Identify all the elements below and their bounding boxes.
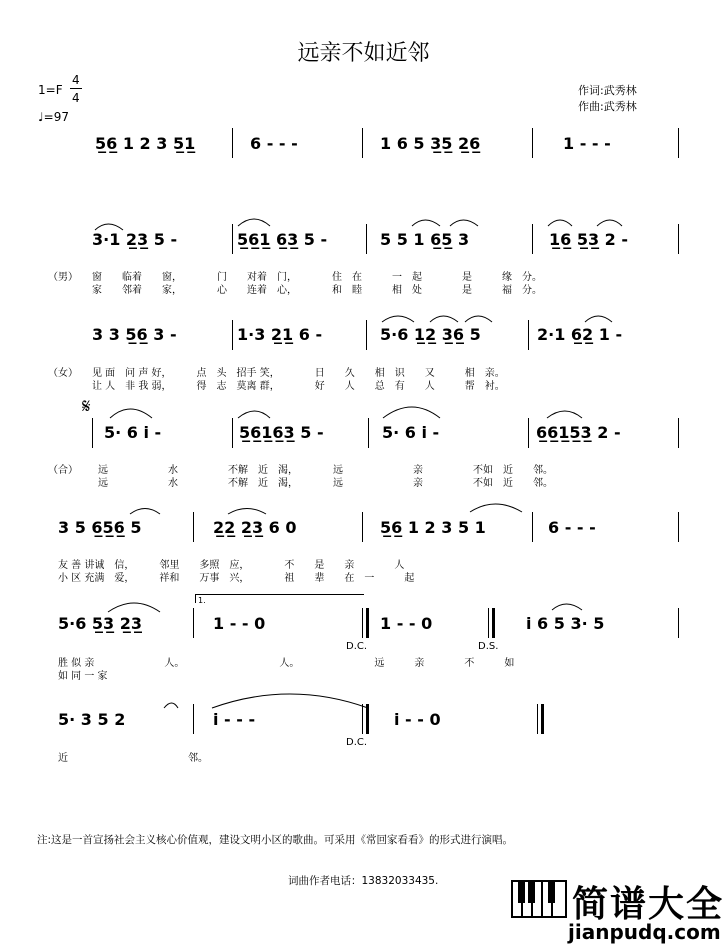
slur <box>383 407 440 418</box>
slur <box>552 604 582 610</box>
slur <box>110 409 152 418</box>
lyric-line: 窗 临着 窗， 门 对着 门， 住 在 一 起 是 缘 分。 <box>92 272 542 283</box>
slur <box>228 509 266 515</box>
lyric-line: 远 水 不解 近 渴， 远 亲 不如 近 邻。 <box>98 478 553 489</box>
measure: 1 6 5 3̲5̲ 2̲6̲ <box>380 134 481 153</box>
slur <box>212 694 368 708</box>
key-signature: 1=F <box>38 83 63 97</box>
slur <box>238 219 270 226</box>
author-phone: 词曲作者电话：13832033435. <box>288 875 439 887</box>
slur <box>597 220 622 226</box>
time-signature-top: 4 <box>72 73 80 87</box>
slur <box>412 220 440 226</box>
dc-mark: D.C. <box>346 641 368 652</box>
lyric-line: 见 面 问 声 好， 点 头 招手 笑， 日 久 相 识 又 相 亲。 <box>92 368 505 379</box>
slur <box>108 603 160 612</box>
lyric-label: （女） <box>48 368 78 379</box>
song-title: 远亲不如近邻 <box>297 41 430 66</box>
lyric-line: 近 邻。 <box>58 753 208 764</box>
slur <box>585 316 612 322</box>
volta-number: 1. <box>198 596 206 605</box>
measure: 1 - - - <box>563 134 611 153</box>
lyric-line: 让 人 非 我 弱， 得 志 莫离 群， 好 人 总 有 人 帮 衬。 <box>92 381 505 392</box>
slur <box>95 224 123 230</box>
lyric-line: 胜 似 亲 人。 人。 远 亲 不 如 <box>58 658 515 669</box>
lyric-line: 远 水 不解 近 渴， 远 亲 不如 近 邻。 <box>98 465 553 476</box>
logo-text: 简谱大全 <box>572 884 725 925</box>
lyric-label: （合） <box>48 465 78 476</box>
time-signature-bottom: 4 <box>72 91 80 105</box>
measure: 5̲6̲ 1 2 3 5̲1̲ <box>95 134 196 153</box>
slur <box>382 316 414 322</box>
slur <box>465 316 492 322</box>
quarter-note-icon: ♩ <box>38 110 44 124</box>
lyric-line: 小 区 充满 爱， 祥和 万事 兴， 祖 辈 在 一 起 <box>58 573 415 584</box>
slur <box>548 220 572 226</box>
piano-keys-icon <box>510 879 570 919</box>
ds-mark: D.S. <box>478 641 499 652</box>
composer-credit: 作曲:武秀林 <box>578 100 637 113</box>
segno-icon: 𝄋 <box>82 394 91 418</box>
slur <box>450 220 478 226</box>
slur <box>430 316 458 322</box>
footer-note: 注:这是一首宣扬社会主义核心价值观，建设文明小区的歌曲。可采用《常回家看看》的形式进行演唱。 <box>37 834 514 846</box>
lyricist-credit: 作词:武秀林 <box>578 84 637 97</box>
lyric-line: 如 同 一 家 <box>58 671 108 682</box>
tempo-mark: ♩=97 <box>38 110 69 124</box>
measure: 6 - - - <box>250 134 298 153</box>
slur <box>164 703 178 708</box>
dc-mark: D.C. <box>346 737 368 748</box>
slur <box>470 504 522 512</box>
lyric-line: 友 善 讲诚 信， 邻里 多照 应， 不 是 亲 人 <box>58 560 405 571</box>
logo-url: jianpudq.com <box>568 920 721 944</box>
lyric-label: （男） <box>48 272 78 283</box>
slur <box>238 411 270 418</box>
lyric-line: 家 邻着 家， 心 连着 心， 和 睦 相 处 是 福 分。 <box>92 285 542 296</box>
slur <box>130 509 160 515</box>
slur <box>547 411 582 418</box>
